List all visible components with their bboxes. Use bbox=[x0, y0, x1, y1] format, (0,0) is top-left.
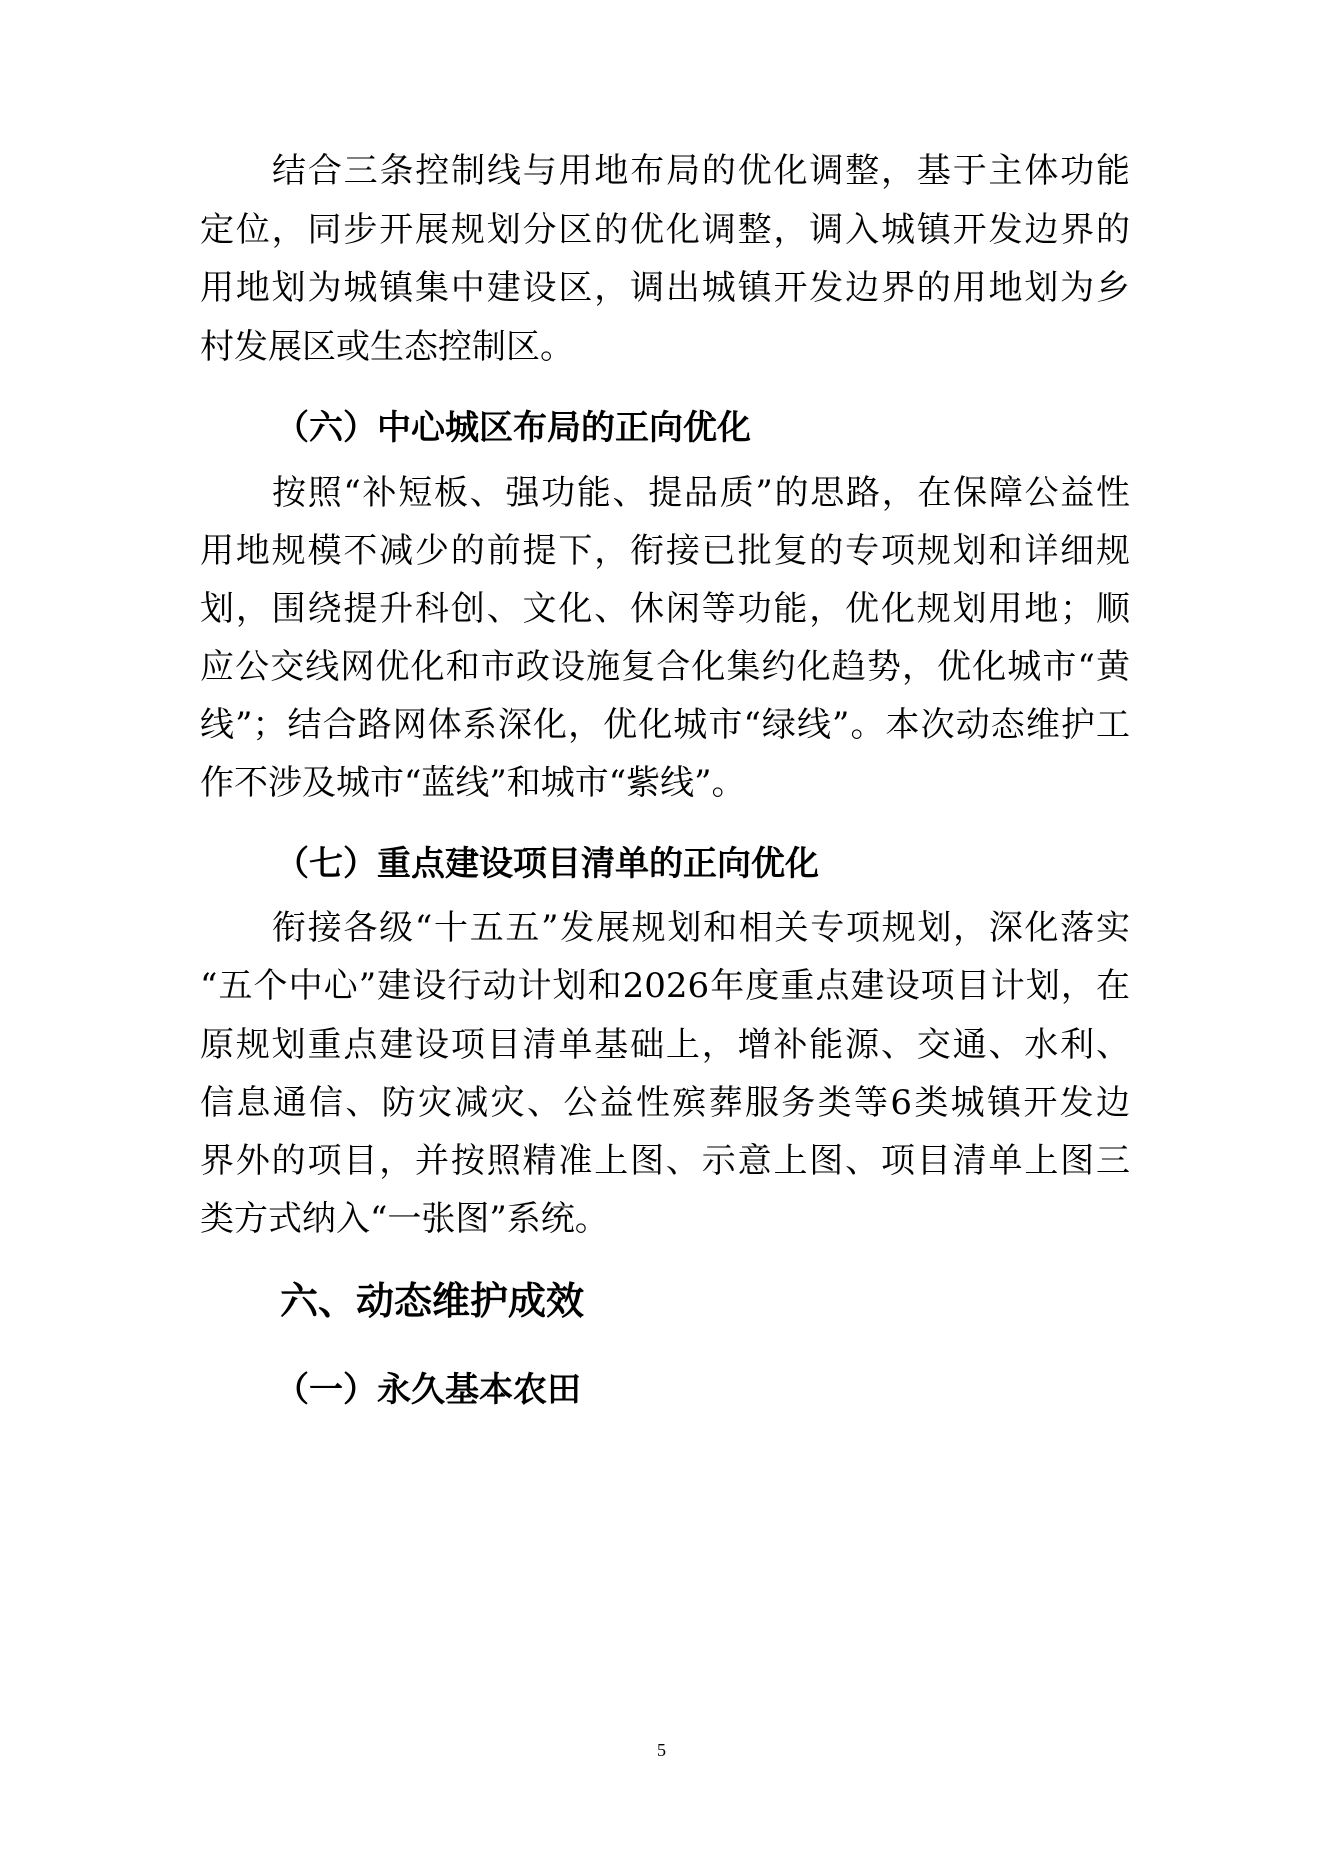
paragraph-line: 定位，同步开展规划分区的优化调整，调入城镇开发边界的 bbox=[200, 210, 1130, 250]
paragraph-line: 用地规模不减少的前提下，衔接已批复的专项规划和详细规 bbox=[200, 531, 1130, 571]
paragraph-line: 线”；结合路网体系深化，优化城市“绿线”。本次动态维护工 bbox=[200, 705, 1130, 745]
subsection-heading: （一）永久基本农田 bbox=[275, 1370, 581, 1410]
paragraph-line: 作不涉及城市“蓝线”和城市“紫线”。 bbox=[200, 763, 746, 803]
paragraph-line: 类方式纳入“一张图”系统。 bbox=[200, 1199, 609, 1239]
paragraph-line: 界外的项目，并按照精准上图、示意上图、项目清单上图三 bbox=[200, 1141, 1130, 1181]
paragraph-line: 衔接各级“十五五”发展规划和相关专项规划，深化落实 bbox=[272, 908, 1130, 948]
paragraph-line: 原规划重点建设项目清单基础上，增补能源、交通、水利、 bbox=[200, 1025, 1130, 1065]
subsection-heading: （六）中心城区布局的正向优化 bbox=[275, 408, 751, 448]
subsection-heading: （七）重点建设项目清单的正向优化 bbox=[275, 844, 819, 884]
paragraph-line: 结合三条控制线与用地布局的优化调整，基于主体功能 bbox=[272, 151, 1130, 191]
paragraph-line: 用地划为城镇集中建设区，调出城镇开发边界的用地划为乡 bbox=[200, 268, 1130, 308]
paragraph-line: 信息通信、防灾减灾、公益性殡葬服务类等6类城镇开发边 bbox=[200, 1083, 1130, 1123]
section-heading: 六、动态维护成效 bbox=[280, 1279, 585, 1323]
paragraph-line: 应公交线网优化和市政设施复合化集约化趋势，优化城市“黄 bbox=[200, 647, 1130, 687]
paragraph-line: 按照“补短板、强功能、提品质”的思路，在保障公益性 bbox=[272, 473, 1130, 513]
page-number: 5 bbox=[657, 1740, 666, 1760]
paragraph-line: 划，围绕提升科创、文化、休闲等功能，优化规划用地；顺 bbox=[200, 589, 1130, 629]
paragraph-line: “五个中心”建设行动计划和2026年度重点建设项目计划，在 bbox=[200, 966, 1130, 1006]
paragraph-line: 村发展区或生态控制区。 bbox=[200, 327, 574, 367]
